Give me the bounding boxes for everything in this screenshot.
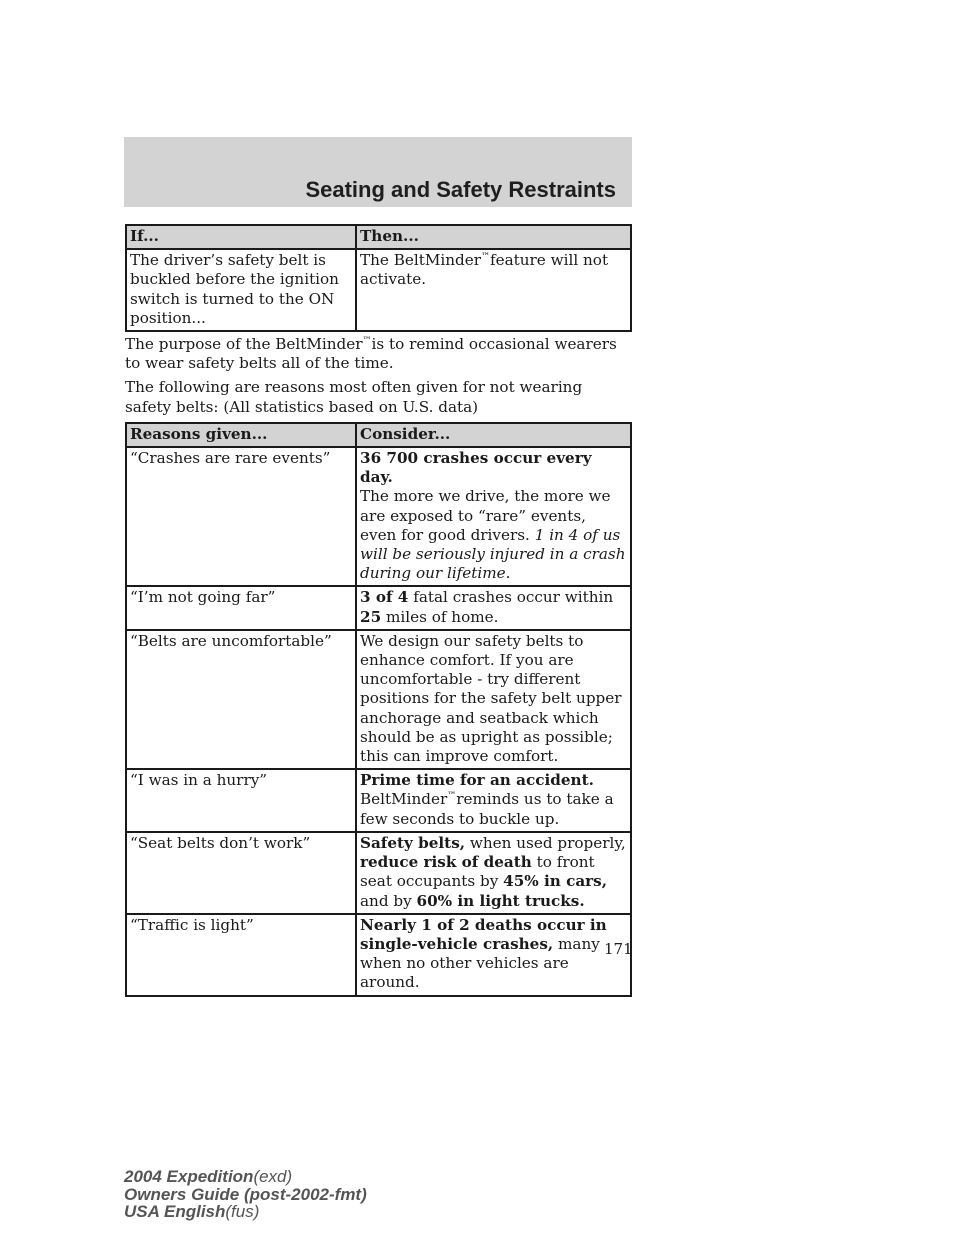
column-header-reasons: Reasons given... <box>126 423 356 447</box>
consider-cell <box>356 914 631 996</box>
consider-cell <box>356 769 631 832</box>
body-text: and by <box>360 891 417 910</box>
trademark-mark: ™ <box>481 252 490 263</box>
reasons-intro-paragraph: The following are reasons most often given for not wearing safety belts: (All statistics based on U.S. data) <box>125 378 583 416</box>
footer-model: 2004 Expedition <box>124 1167 254 1186</box>
reason-cell: “I was in a hurry” <box>126 769 356 832</box>
table-row <box>126 249 631 331</box>
bold-text: Prime time for an accident. <box>360 771 594 790</box>
reason-cell: “Traffic is light” <box>126 914 356 996</box>
bold-text: 45% in cars, <box>503 872 608 891</box>
bold-text: 60% in light trucks. <box>416 891 585 910</box>
column-header-if: If... <box>126 225 356 249</box>
table-row <box>126 914 631 996</box>
bold-text: 36 700 crashes occur every day. <box>360 449 592 487</box>
table-row <box>126 832 631 914</box>
body-text: BeltMinder <box>360 790 448 809</box>
document-footer <box>124 1168 367 1221</box>
footer-line-1 <box>124 1168 367 1186</box>
body-text: when used properly, <box>465 833 626 852</box>
body-text: miles of home. <box>381 607 499 626</box>
body-text: fatal crashes occur within <box>408 588 614 607</box>
body-text: to front seat occupants by <box>360 853 595 891</box>
footer-guide: Owners Guide (post-2002-fmt) <box>124 1184 367 1204</box>
result-text-b: feature will not activate. <box>360 251 609 289</box>
reason-cell: “Belts are uncomfortable” <box>126 630 356 769</box>
bold-text: Nearly 1 of 2 deaths occur in single-vehicle crashes, <box>360 915 607 953</box>
section-header-band <box>124 137 632 207</box>
result-text-a: The BeltMinder <box>360 251 481 270</box>
reason-cell: “Crashes are rare events” <box>126 447 356 586</box>
consider-cell <box>356 447 631 586</box>
footer-line-3 <box>124 1203 367 1221</box>
bold-text: 3 of 4 <box>360 588 409 607</box>
bold-text: 25 <box>360 607 382 626</box>
bold-text: reduce risk of death <box>360 853 532 872</box>
table-header-row <box>126 423 631 447</box>
footer-model-code: (exd) <box>253 1167 293 1186</box>
table-row <box>126 586 631 629</box>
footer-language-code: (fus) <box>225 1202 260 1221</box>
reason-cell: “I’m not going far” <box>126 586 356 629</box>
table-header-row <box>126 225 631 249</box>
beltminder-purpose-paragraph <box>125 335 632 373</box>
consider-cell: We design our safety belts to enhance comfort. If you are uncomfortable - try different positions for the safety belt upper anchorage and seatback which should be as upright as possible; this can improve comfort. <box>356 630 631 769</box>
table-row <box>126 769 631 832</box>
reason-cell: “Seat belts don’t work” <box>126 832 356 914</box>
table-row <box>126 447 631 586</box>
consider-cell <box>356 832 631 914</box>
result-cell <box>356 249 631 331</box>
trademark-mark: ™ <box>447 791 457 802</box>
para-text-b: is to remind occasional wearers to wear safety belts all of the time. <box>125 335 617 373</box>
footer-line-2 <box>124 1186 367 1204</box>
body-text: reminds us to take a few seconds to buckle up. <box>360 790 614 828</box>
column-header-consider: Consider... <box>356 423 631 447</box>
section-title: Seating and Safety Restraints <box>305 177 616 202</box>
table-row <box>126 630 631 769</box>
footer-language: USA English <box>124 1202 226 1221</box>
if-then-table <box>125 224 632 332</box>
trademark-mark: ™ <box>362 335 372 346</box>
bold-text: Safety belts, <box>360 833 466 852</box>
para-text-a: The purpose of the BeltMinder <box>125 335 363 354</box>
reasons-table <box>125 422 632 997</box>
body-text: The more we drive, the more we are exposed to “rare” events, even for good drivers. <box>360 487 611 544</box>
page-number: 171 <box>604 940 633 958</box>
condition-cell: The driver’s safety belt is buckled before the ignition switch is turned to the ON position... <box>126 249 356 331</box>
consider-cell <box>356 586 631 629</box>
page-content <box>125 224 632 997</box>
body-text: many when no other vehicles are around. <box>360 934 600 992</box>
italic-text: 1 in 4 of us will be seriously injured in a crash during our lifetime. <box>360 525 626 583</box>
column-header-then: Then... <box>356 225 631 249</box>
